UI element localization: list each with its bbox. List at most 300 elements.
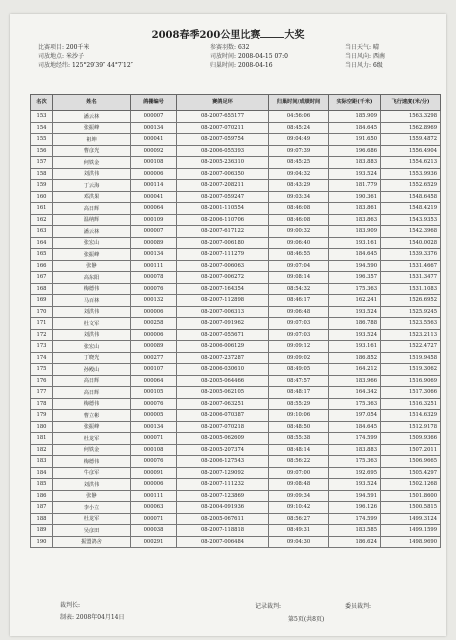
distance-cell: 193.524	[329, 306, 381, 318]
arrival-time-cell: 08:55:38	[269, 433, 329, 445]
loft-id-cell: 000109	[131, 214, 177, 226]
name-cell: 张振峰	[53, 122, 131, 134]
table-row	[31, 111, 441, 123]
speed-cell: 1563.3298	[381, 111, 441, 123]
page-title	[0, 26, 456, 41]
loft-id-cell: 000092	[131, 145, 177, 157]
name-cell: 祖坤	[53, 134, 131, 146]
ring-cell: 08-2007-164354	[177, 283, 269, 295]
arrival-time-cell: 08:49:31	[269, 525, 329, 537]
name-cell: 张振峰	[53, 421, 131, 433]
meta-participants: 参赛羽数: 632	[210, 44, 250, 51]
ring-cell: 08-2005-207374	[177, 444, 269, 456]
name-cell: 高日辉	[53, 387, 131, 399]
arrival-time-cell: 08:48:50	[269, 421, 329, 433]
table-row	[31, 536, 441, 548]
title-main: 2008春季200公里比赛	[151, 30, 261, 41]
arrival-time-cell: 09:07:03	[269, 329, 329, 341]
header-row	[31, 95, 441, 111]
ring-cell: 08-2006-030610	[177, 364, 269, 376]
distance-cell: 191.650	[329, 134, 381, 146]
speed-cell: 1512.9178	[381, 421, 441, 433]
distance-cell: 162.241	[329, 295, 381, 307]
arrival-time-cell: 09:08:48	[269, 479, 329, 491]
table-row	[31, 226, 441, 238]
speed-cell: 1519.3062	[381, 364, 441, 376]
rank-cell: 172	[31, 329, 53, 341]
distance-cell: 164.342	[329, 387, 381, 399]
rank-cell: 173	[31, 341, 53, 353]
loft-id-cell: 000063	[131, 502, 177, 514]
loft-id-cell: 000111	[131, 260, 177, 272]
meta-release-place: 司放地点: 米沙子	[38, 53, 84, 60]
distance-cell: 174.599	[329, 433, 381, 445]
table-row	[31, 306, 441, 318]
rank-cell: 179	[31, 410, 53, 422]
name-cell: 杜文军	[53, 318, 131, 330]
ring-cell: 08-2007-006313	[177, 306, 269, 318]
arrival-time-cell: 08:56:22	[269, 456, 329, 468]
speed-cell: 1502.1268	[381, 479, 441, 491]
arrival-time-cell: 09:09:02	[269, 352, 329, 364]
name-cell: 张静	[53, 260, 131, 272]
loft-id-cell: 000134	[131, 249, 177, 261]
name-cell: 温纳辉	[53, 214, 131, 226]
table-row	[31, 191, 441, 203]
name-cell: 杜龙军	[53, 433, 131, 445]
arrival-time-cell: 08:46:17	[269, 295, 329, 307]
loft-id-cell: 000076	[131, 398, 177, 410]
speed-cell: 1562.8969	[381, 122, 441, 134]
speed-cell: 1554.6213	[381, 157, 441, 169]
distance-cell: 183.883	[329, 444, 381, 456]
rank-cell: 158	[31, 168, 53, 180]
arrival-time-cell: 09:06:40	[269, 237, 329, 249]
ring-cell: 08-2007-112898	[177, 295, 269, 307]
meta-weather: 当日天气: 晴	[345, 44, 379, 51]
loft-id-cell: 000089	[131, 237, 177, 249]
distance-cell: 186.788	[329, 318, 381, 330]
speed-cell: 1542.3968	[381, 226, 441, 238]
rank-cell: 165	[31, 249, 53, 261]
loft-id-cell: 000132	[131, 295, 177, 307]
arrival-time-cell: 08:54:32	[269, 283, 329, 295]
header-loft-id: 鸽棚编号	[131, 95, 177, 111]
ring-cell: 08-2001-110554	[177, 203, 269, 215]
rank-cell: 185	[31, 479, 53, 491]
results-table	[30, 94, 441, 548]
arrival-time-cell: 08:45:24	[269, 122, 329, 134]
distance-cell: 185.909	[329, 111, 381, 123]
table-row	[31, 122, 441, 134]
table-row	[31, 502, 441, 514]
name-cell: 曹彦光	[53, 145, 131, 157]
meta-coordinates: 司放地经纬: 125°29′39″ 44°7′12″	[38, 62, 133, 69]
rank-cell: 167	[31, 272, 53, 284]
table-row	[31, 260, 441, 272]
arrival-time-cell: 04:56:06	[269, 111, 329, 123]
distance-cell: 193.161	[329, 341, 381, 353]
distance-cell: 181.779	[329, 180, 381, 192]
name-cell: 孙殿山	[53, 364, 131, 376]
speed-cell: 1499.3124	[381, 513, 441, 525]
speed-cell: 1516.3251	[381, 398, 441, 410]
rank-cell: 188	[31, 513, 53, 525]
name-cell: 张静	[53, 490, 131, 502]
arrival-time-cell: 08:48:17	[269, 387, 329, 399]
ring-cell: 08-2007-118818	[177, 525, 269, 537]
speed-cell: 1548.6458	[381, 191, 441, 203]
loft-id-cell: 000105	[131, 387, 177, 399]
speed-cell: 1500.5815	[381, 502, 441, 514]
speed-cell: 1548.4219	[381, 203, 441, 215]
distance-cell: 175.363	[329, 456, 381, 468]
meta-return-time: 归巢时间: 2008-04-16	[210, 62, 273, 69]
table-row	[31, 272, 441, 284]
rank-cell: 159	[31, 180, 53, 192]
speed-cell: 1514.6329	[381, 410, 441, 422]
speed-cell: 1506.9665	[381, 456, 441, 468]
loft-id-cell: 000258	[131, 318, 177, 330]
distance-cell: 193.524	[329, 329, 381, 341]
name-cell: 曹立彬	[53, 410, 131, 422]
header-name: 姓名	[53, 95, 131, 111]
name-cell: 吴彦田	[53, 525, 131, 537]
loft-id-cell: 000114	[131, 180, 177, 192]
rank-cell: 186	[31, 490, 53, 502]
loft-id-cell: 000064	[131, 203, 177, 215]
arrival-time-cell: 09:03:34	[269, 191, 329, 203]
loft-id-cell: 000006	[131, 329, 177, 341]
arrival-time-cell: 09:08:14	[269, 272, 329, 284]
rank-cell: 162	[31, 214, 53, 226]
name-cell: 潘云林	[53, 226, 131, 238]
distance-cell: 196.686	[329, 145, 381, 157]
rank-cell: 181	[31, 433, 53, 445]
title-suffix: 大奖	[284, 30, 305, 41]
rank-cell: 156	[31, 145, 53, 157]
ring-cell: 08-2007-070218	[177, 421, 269, 433]
distance-cell: 186.852	[329, 352, 381, 364]
rank-cell: 174	[31, 352, 53, 364]
name-cell: 高日辉	[53, 375, 131, 387]
distance-cell: 183.861	[329, 203, 381, 215]
arrival-time-cell: 09:07:00	[269, 467, 329, 479]
table-row	[31, 214, 441, 226]
loft-id-cell: 000111	[131, 490, 177, 502]
loft-id-cell: 000007	[131, 111, 177, 123]
header-distance: 实际空距(千米)	[329, 95, 381, 111]
arrival-time-cell: 09:09:34	[269, 490, 329, 502]
speed-cell: 1516.9069	[381, 375, 441, 387]
speed-cell: 1526.6952	[381, 295, 441, 307]
rank-cell: 177	[31, 387, 53, 399]
ring-cell: 08-2007-237287	[177, 352, 269, 364]
speed-cell: 1505.4297	[381, 467, 441, 479]
speed-cell: 1531.4667	[381, 260, 441, 272]
table-row	[31, 283, 441, 295]
distance-cell: 175.363	[329, 398, 381, 410]
arrival-time-cell: 09:00:32	[269, 226, 329, 238]
ring-cell: 08-2007-129092	[177, 467, 269, 479]
distance-cell: 194.590	[329, 260, 381, 272]
ring-cell: 08-2005-067611	[177, 513, 269, 525]
distance-cell: 174.599	[329, 513, 381, 525]
speed-cell: 1517.3066	[381, 387, 441, 399]
arrival-time-cell: 08:43:29	[269, 180, 329, 192]
meta-wind-direction: 当日风向: 西南	[345, 53, 385, 60]
speed-cell: 1559.4872	[381, 134, 441, 146]
arrival-time-cell: 08:55:29	[269, 398, 329, 410]
loft-id-cell: 000108	[131, 444, 177, 456]
ring-cell: 08-2005-062105	[177, 387, 269, 399]
name-cell: 刘洪伟	[53, 479, 131, 491]
loft-id-cell: 000006	[131, 168, 177, 180]
name-cell: 杜龙军	[53, 513, 131, 525]
name-cell: 梅德伟	[53, 456, 131, 468]
ring-cell: 08-2007-006272	[177, 272, 269, 284]
loft-id-cell: 000006	[131, 306, 177, 318]
rank-cell: 171	[31, 318, 53, 330]
rank-cell: 176	[31, 375, 53, 387]
speed-cell: 1552.6529	[381, 180, 441, 192]
loft-id-cell: 000076	[131, 283, 177, 295]
header-ring: 赛鸽足环	[177, 95, 269, 111]
speed-cell: 1501.8600	[381, 490, 441, 502]
distance-cell: 194.591	[329, 490, 381, 502]
ring-cell: 08-2007-208211	[177, 180, 269, 192]
arrival-time-cell: 08:46:08	[269, 203, 329, 215]
name-cell: 潘云林	[53, 111, 131, 123]
distance-cell: 184.645	[329, 249, 381, 261]
rank-cell: 178	[31, 398, 53, 410]
ring-cell: 08-2007-617122	[177, 226, 269, 238]
table-row	[31, 352, 441, 364]
table-row	[31, 421, 441, 433]
table-row	[31, 525, 441, 537]
distance-cell: 190.361	[329, 191, 381, 203]
rank-cell: 166	[31, 260, 53, 272]
arrival-time-cell: 09:10:42	[269, 502, 329, 514]
rank-cell: 184	[31, 467, 53, 479]
loft-id-cell: 000134	[131, 122, 177, 134]
ring-cell: 08-2007-123869	[177, 490, 269, 502]
arrival-time-cell: 09:04:32	[269, 168, 329, 180]
name-cell: 牛彦军	[53, 467, 131, 479]
speed-cell: 1531.1083	[381, 283, 441, 295]
table-row	[31, 456, 441, 468]
ring-cell: 08-2007-091962	[177, 318, 269, 330]
arrival-time-cell: 08:45:25	[269, 157, 329, 169]
table-row	[31, 513, 441, 525]
name-cell: 振盟鸽舍	[53, 536, 131, 548]
meta-project: 比赛项目: 200千米	[38, 44, 90, 51]
speed-cell: 1525.9245	[381, 306, 441, 318]
arrival-time-cell: 09:10:06	[269, 410, 329, 422]
table-row	[31, 249, 441, 261]
table-row	[31, 479, 441, 491]
ring-cell: 08-2005-064466	[177, 375, 269, 387]
rank-cell: 157	[31, 157, 53, 169]
name-cell: 何铁金	[53, 444, 131, 456]
table-row	[31, 467, 441, 479]
ring-cell: 08-2007-070211	[177, 122, 269, 134]
header-arrival-time: 归巢时间/成绩时间	[269, 95, 329, 111]
arrival-time-cell: 09:07:39	[269, 145, 329, 157]
table-row	[31, 433, 441, 445]
loft-id-cell: 000071	[131, 513, 177, 525]
speed-cell: 1507.2011	[381, 444, 441, 456]
table-row	[31, 444, 441, 456]
table-row	[31, 157, 441, 169]
arrival-time-cell: 08:49:05	[269, 364, 329, 376]
distance-cell: 183.863	[329, 214, 381, 226]
ring-cell: 08-2007-655177	[177, 111, 269, 123]
results-table-head	[31, 95, 441, 111]
loft-id-cell: 000277	[131, 352, 177, 364]
rank-cell: 183	[31, 456, 53, 468]
loft-id-cell: 000038	[131, 525, 177, 537]
table-row	[31, 341, 441, 353]
table-row	[31, 145, 441, 157]
arrival-time-cell: 09:07:04	[269, 260, 329, 272]
distance-cell: 193.524	[329, 479, 381, 491]
name-cell: 张宏山	[53, 237, 131, 249]
loft-id-cell: 000007	[131, 226, 177, 238]
footer-page-number: 第5页(共8页)	[288, 616, 325, 623]
ring-cell: 08-2006-070387	[177, 410, 269, 422]
arrival-time-cell: 09:07:03	[269, 318, 329, 330]
ring-cell: 08-2005-236310	[177, 157, 269, 169]
loft-id-cell: 000041	[131, 191, 177, 203]
footer-recorder: 记录裁判:	[255, 603, 282, 610]
speed-cell: 1523.5563	[381, 318, 441, 330]
ring-cell: 08-2007-055671	[177, 329, 269, 341]
rank-cell: 161	[31, 203, 53, 215]
distance-cell: 193.161	[329, 237, 381, 249]
table-row	[31, 295, 441, 307]
ring-cell: 08-2007-059754	[177, 134, 269, 146]
rank-cell: 154	[31, 122, 53, 134]
ring-cell: 08-2007-006484	[177, 536, 269, 548]
loft-id-cell: 000041	[131, 134, 177, 146]
name-cell: 张宏山	[53, 341, 131, 353]
speed-cell: 1540.0028	[381, 237, 441, 249]
loft-id-cell: 000078	[131, 272, 177, 284]
name-cell: 张振峰	[53, 249, 131, 261]
rank-cell: 164	[31, 237, 53, 249]
rank-cell: 180	[31, 421, 53, 433]
name-cell: 李小立	[53, 502, 131, 514]
title-blank-line	[260, 29, 284, 38]
rank-cell: 168	[31, 283, 53, 295]
name-cell: 梅德伟	[53, 398, 131, 410]
table-row	[31, 398, 441, 410]
speed-cell: 1509.9366	[381, 433, 441, 445]
speed-cell: 1523.2113	[381, 329, 441, 341]
footer-committee: 委员裁判:	[345, 603, 372, 610]
name-cell: 马百林	[53, 295, 131, 307]
arrival-time-cell: 08:56:27	[269, 513, 329, 525]
arrival-time-cell: 09:06:48	[269, 306, 329, 318]
speed-cell: 1498.9690	[381, 536, 441, 548]
ring-cell: 08-2007-111279	[177, 249, 269, 261]
distance-cell: 184.645	[329, 122, 381, 134]
arrival-time-cell: 09:09:12	[269, 341, 329, 353]
name-cell: 刘洪伟	[53, 306, 131, 318]
arrival-time-cell: 08:48:14	[269, 444, 329, 456]
header-rank: 名次	[31, 95, 53, 111]
loft-id-cell: 000134	[131, 421, 177, 433]
loft-id-cell: 000005	[131, 410, 177, 422]
distance-cell: 183.909	[329, 226, 381, 238]
rank-cell: 160	[31, 191, 53, 203]
speed-cell: 1543.9353	[381, 214, 441, 226]
loft-id-cell: 000291	[131, 536, 177, 548]
loft-id-cell: 000064	[131, 375, 177, 387]
table-row	[31, 387, 441, 399]
distance-cell: 164.212	[329, 364, 381, 376]
footer-head-judge: 裁判长:	[60, 602, 81, 609]
ring-cell: 08-2006-055393	[177, 145, 269, 157]
loft-id-cell: 000091	[131, 467, 177, 479]
loft-id-cell: 000089	[131, 341, 177, 353]
ring-cell: 08-2007-006180	[177, 237, 269, 249]
rank-cell: 169	[31, 295, 53, 307]
arrival-time-cell: 08:46:08	[269, 214, 329, 226]
name-cell: 刘洪伟	[53, 329, 131, 341]
rank-cell: 155	[31, 134, 53, 146]
distance-cell: 197.054	[329, 410, 381, 422]
ring-cell: 08-2006-006129	[177, 341, 269, 353]
distance-cell: 183.883	[329, 157, 381, 169]
rank-cell: 153	[31, 111, 53, 123]
distance-cell: 196.357	[329, 272, 381, 284]
table-row	[31, 134, 441, 146]
speed-cell: 1519.9458	[381, 352, 441, 364]
ring-cell: 08-2007-059247	[177, 191, 269, 203]
distance-cell: 175.363	[329, 283, 381, 295]
ring-cell: 08-2007-111232	[177, 479, 269, 491]
meta-release-time: 司放时间: 2008-04-15 07:0	[210, 53, 288, 60]
table-row	[31, 364, 441, 376]
table-row	[31, 375, 441, 387]
name-cell: 丁云海	[53, 180, 131, 192]
table-row	[31, 410, 441, 422]
distance-cell: 192.695	[329, 467, 381, 479]
speed-cell: 1499.1599	[381, 525, 441, 537]
name-cell: 丁晓光	[53, 352, 131, 364]
name-cell: 高日辉	[53, 203, 131, 215]
table-row	[31, 318, 441, 330]
arrival-time-cell: 09:04:30	[269, 536, 329, 548]
speed-cell: 1531.3477	[381, 272, 441, 284]
distance-cell: 183.966	[329, 375, 381, 387]
ring-cell: 08-2004-091936	[177, 502, 269, 514]
arrival-time-cell: 08:47:57	[269, 375, 329, 387]
distance-cell: 183.585	[329, 525, 381, 537]
distance-cell: 186.624	[329, 536, 381, 548]
rank-cell: 182	[31, 444, 53, 456]
speed-cell: 1539.3376	[381, 249, 441, 261]
name-cell: 高东阳	[53, 272, 131, 284]
rank-cell: 187	[31, 502, 53, 514]
loft-id-cell: 000071	[131, 433, 177, 445]
ring-cell: 08-2007-063251	[177, 398, 269, 410]
distance-cell: 193.524	[329, 168, 381, 180]
table-row	[31, 180, 441, 192]
ring-cell: 08-2006-127543	[177, 456, 269, 468]
